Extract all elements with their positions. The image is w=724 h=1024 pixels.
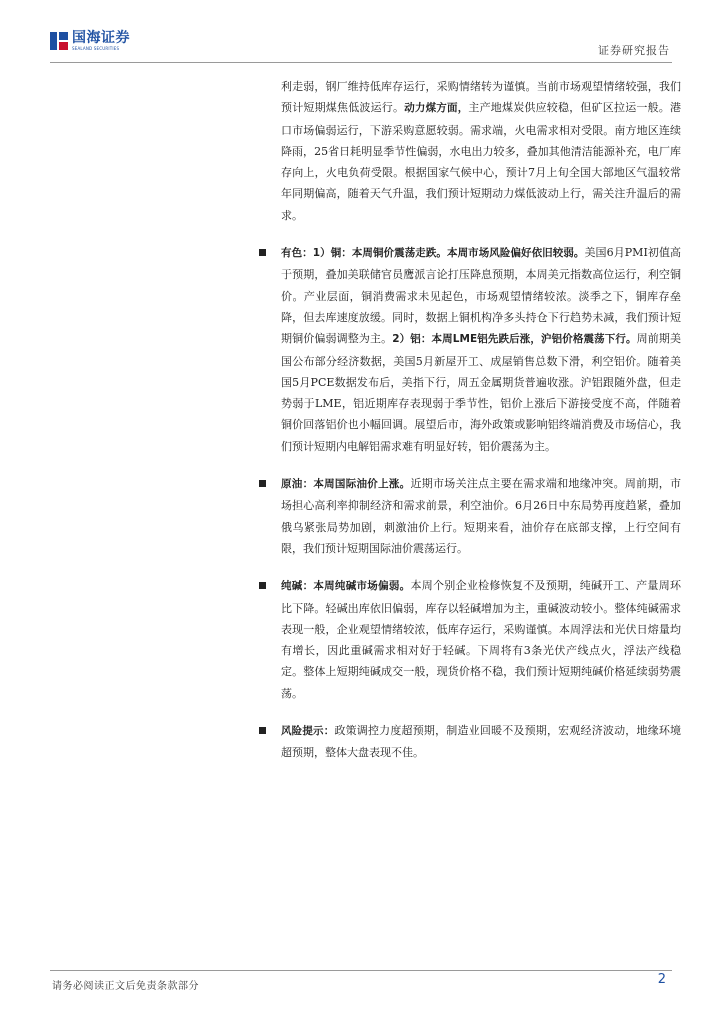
section-lead: 风险提示： <box>281 725 335 738</box>
aluminum-heading: 2）铝：本周LME铝先跌后涨，沪铝价格震荡下行。 <box>392 333 637 346</box>
logo-mark-icon <box>50 32 68 50</box>
section-lead: 纯碱：本周纯碱市场偏弱。 <box>281 580 411 593</box>
risk-warning-section <box>281 720 681 764</box>
coal-paragraph <box>281 76 681 226</box>
logo-name-en: SEALAND SECURITIES <box>72 46 120 51</box>
square-bullet-icon <box>259 582 266 589</box>
copper-heading: 1）铜：本周铜价震荡走跌。本周市场风险偏好依旧较弱。 <box>312 247 585 260</box>
crude-oil-section <box>281 473 681 559</box>
section-text: 近期市场关注点主要在需求端和地缘冲突。周前期，市场担心高利率抑制经济和需求前景，利空油价。6月26日中东局势再度趋紧，叠加俄乌紧张局势加剧，刺激油价上行。短期来看，油价存在底部支撑，上行空间有限，我们预计短期国际油价震荡运行。 <box>281 477 682 555</box>
page-number: 2 <box>657 972 666 987</box>
section-text: 政策调控力度超预期，制造业回暖不及预期，宏观经济波动，地缘环境超预期，整体大盘表现不佳。 <box>281 724 682 760</box>
section-lead: 原油：本周国际油价上涨。 <box>281 478 411 491</box>
thermal-coal-heading: 动力煤方面， <box>404 102 469 115</box>
logo-name-cn: 国海证券 <box>72 30 130 46</box>
aluminum-text: 周前期美国公布部分经济数据，美国5月新屋开工、成屋销售总数下滑，利空铝价。随着美国5月PCE数据发布后，美指下行，周五金属期货普遍收涨。沪铝跟随外盘，但走势弱于LME，铝近期库存表现弱于季节性，铝价上涨后下游接受度不高，伴随着铜价回落铝价也小幅回调。展望后市，海外政策或影响铝终端消费及市场信心，我们预计短期内电解铝需求难有明显好转，铝价震荡为主。 <box>281 332 681 453</box>
soda-ash-section <box>281 575 681 704</box>
footer-divider <box>50 970 672 971</box>
square-bullet-icon <box>259 480 266 487</box>
square-bullet-icon <box>259 249 266 256</box>
nonferrous-section <box>281 242 681 457</box>
company-logo <box>50 31 130 51</box>
square-bullet-icon <box>259 727 266 734</box>
coal-text-2: 主产地煤炭供应较稳，但矿区拉运一般。港口市场偏弱运行，下游采购意愿较弱。需求端，火电需求相对受限。南方地区连续降雨，25省日耗明显季节性偏弱，水电出力较多，叠加其他清洁能源补充，电厂库存向上，火电负荷受限。根据国家气候中心，预计7月上旬全国大部地区气温较常年同期偏高，随着天气升温，我们预计短期动力煤低波动上行，需关注升温后的需求。 <box>281 101 682 222</box>
report-body <box>281 76 681 764</box>
section-lead: 有色： <box>281 247 313 260</box>
section-text: 本周个别企业检修恢复不及预期，纯碱开工、产量周环比下降。轻碱出库依旧偏弱，库存以轻碱增加为主，重碱波动较小。整体纯碱需求表现一般，企业观望情绪较浓，低库存运行，采购谨慎。本周浮法和光伏日熔量均有增长，因此重碱需求相对好于轻碱。下周将有3条光伏产线点火，浮法产线稳定。整体上短期纯碱成交一般，现货价格不稳，我们预计短期纯碱价格延续弱势震荡。 <box>281 579 682 700</box>
disclaimer-note: 请务必阅读正文后免责条款部分 <box>52 981 199 992</box>
copper-text: 美国6月PMI初值高于预期，叠加美联储官员鹰派言论打压降息预期，本周美元指数高位运行，利空铜价。产业层面，铜消费需求未见起色，市场观望情绪较浓。淡季之下，铜库存垒降，但去库速度放缓。同时，数据上铜机构净多头持仓下行趋势未减，我们预计短期铜价偏弱调整为主。 <box>281 246 682 346</box>
header-divider <box>50 62 672 63</box>
page-header <box>0 0 724 70</box>
report-type-label: 证券研究报告 <box>598 44 670 57</box>
coal-text-1: 利走弱，钢厂维持低库存运行，采购情绪转为谨慎。当前市场观望情绪较强，我们预计短期煤焦低波运行。 <box>281 80 681 115</box>
